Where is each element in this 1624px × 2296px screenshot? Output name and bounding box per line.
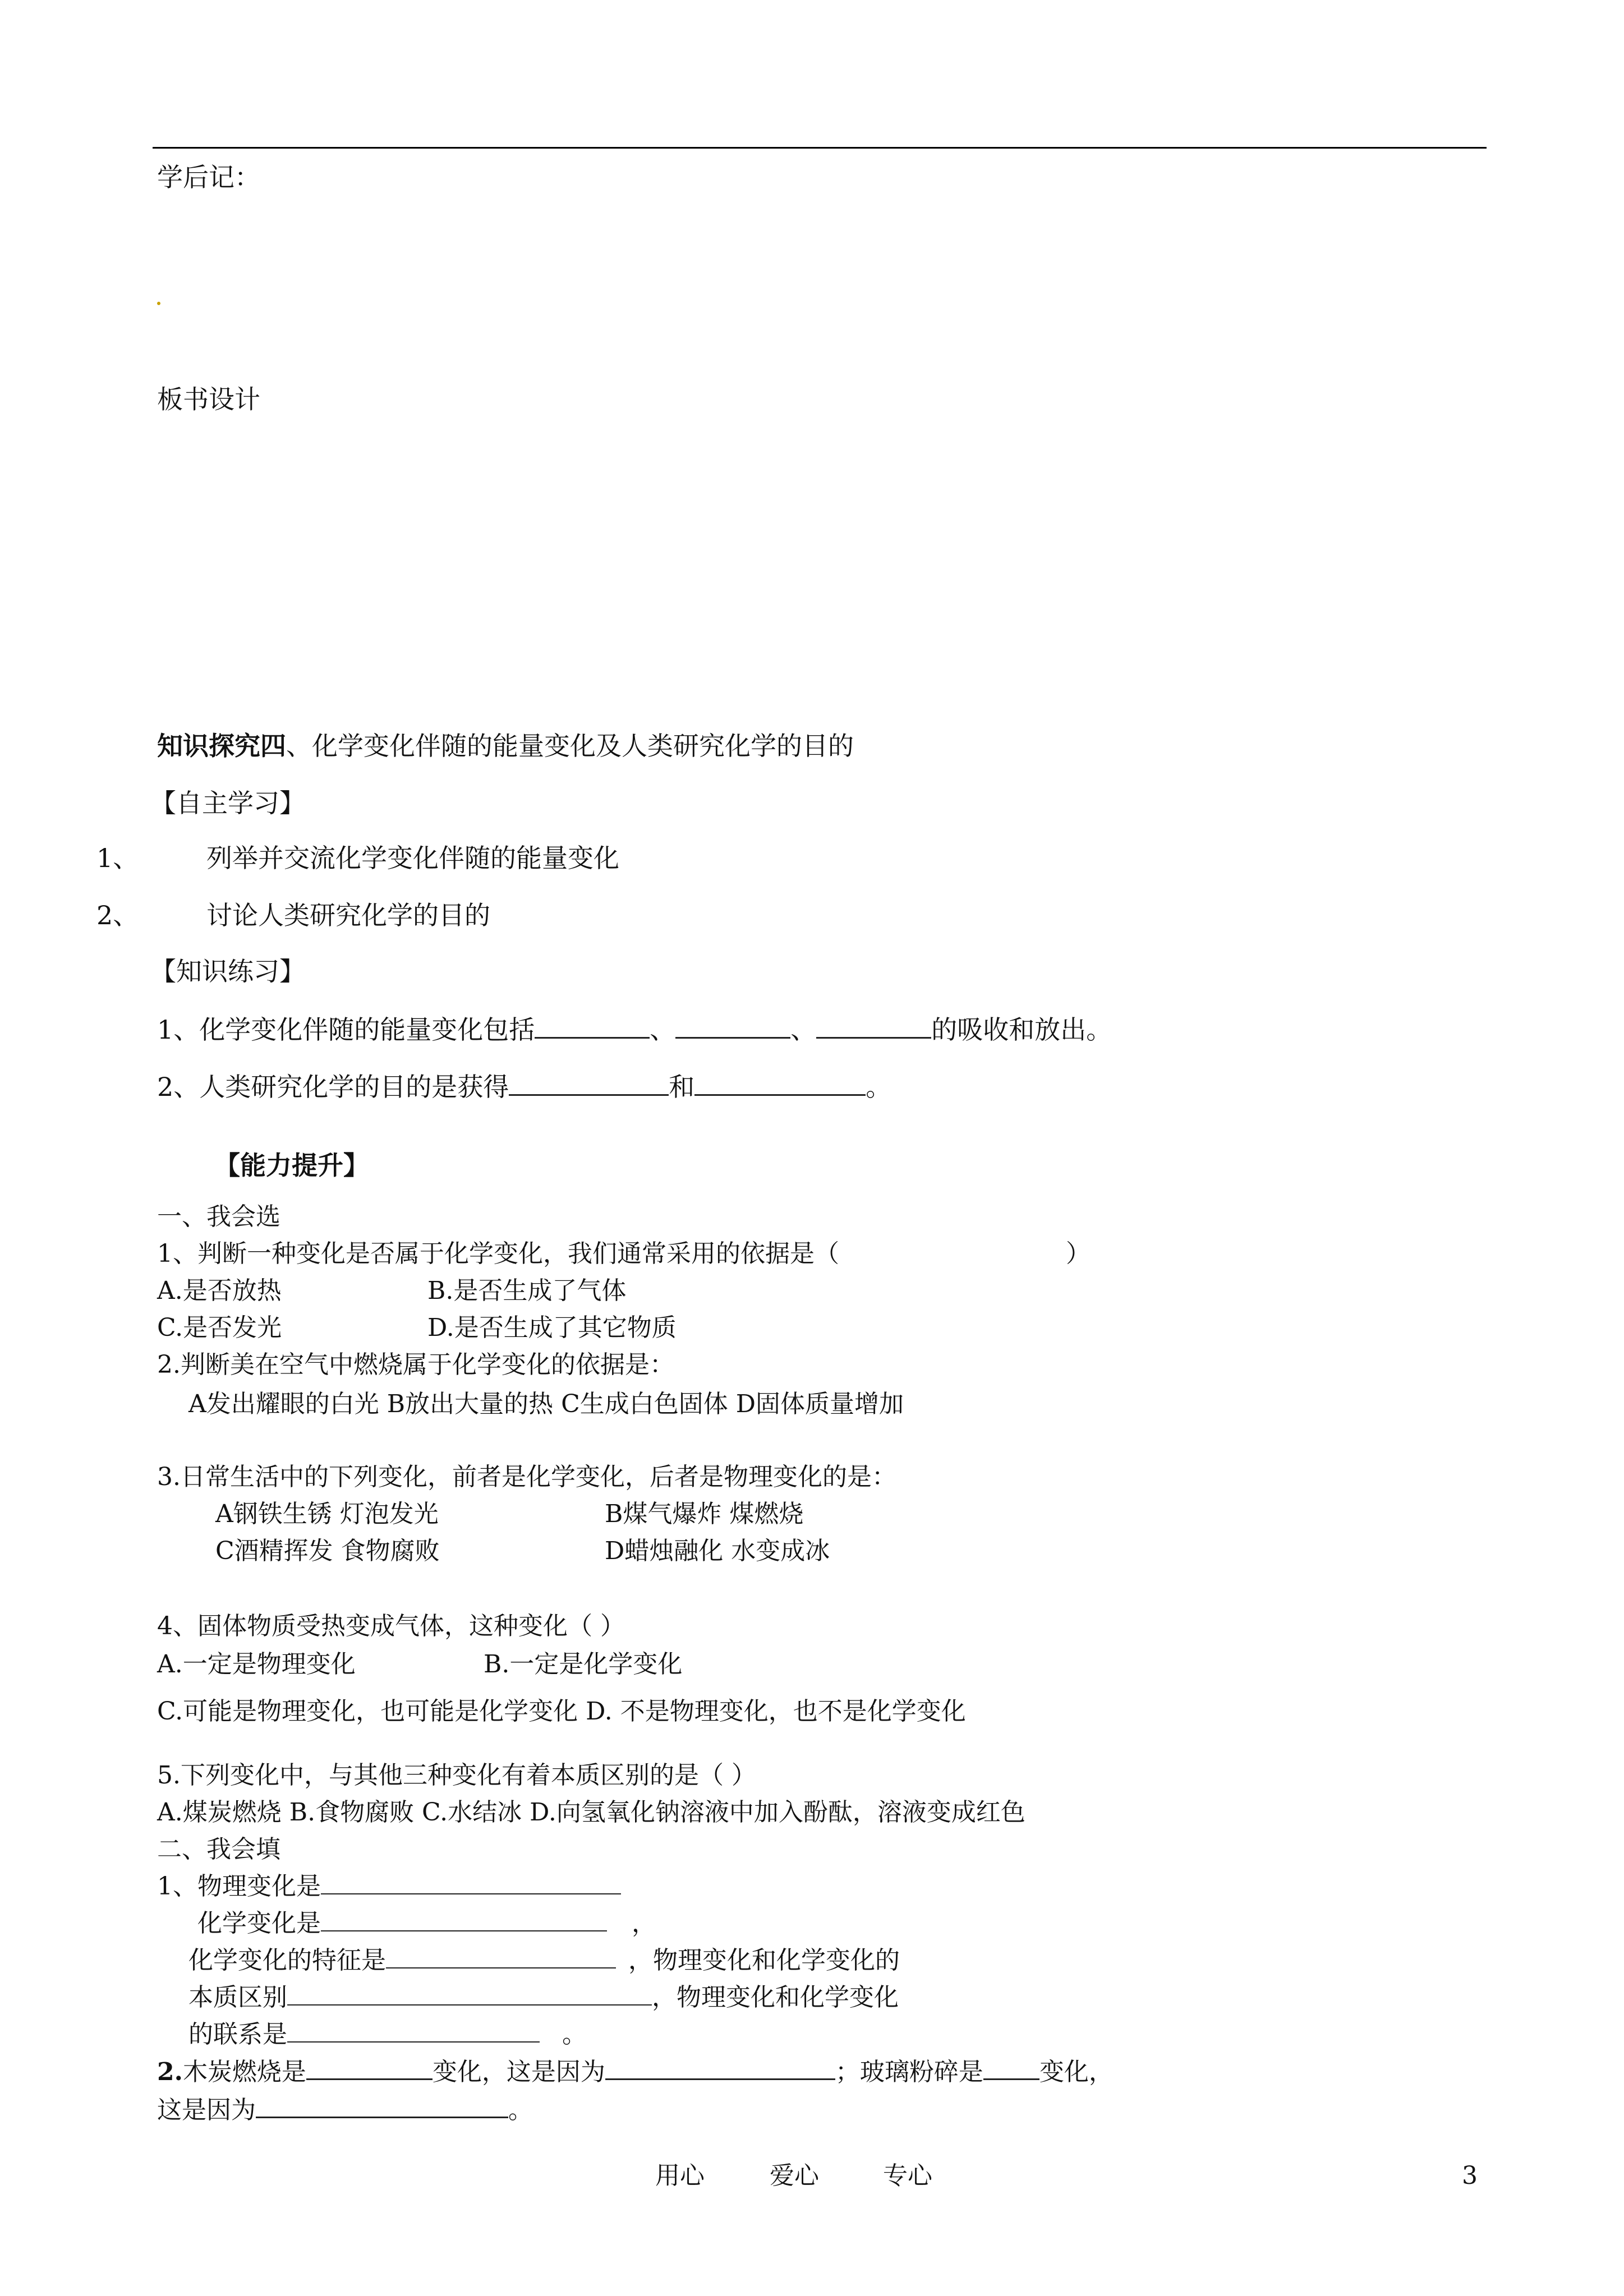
answer-blank[interactable]: [675, 1015, 790, 1039]
question-text: 。: [866, 1072, 892, 1102]
list-item-text: 列举并交流化学变化伴随的能量变化: [206, 843, 619, 873]
question-5: 5.下列变化中，与其他三种变化有着本质区别的是（ ）: [157, 1761, 756, 1790]
question-2: 2.判断美在空气中燃烧属于化学变化的依据是：: [157, 1350, 674, 1379]
part-one-heading: 一、我会选: [157, 1202, 280, 1231]
separator: 、: [790, 1015, 817, 1045]
option-a: A.是否放热: [157, 1276, 282, 1305]
answer-blank[interactable]: [605, 2056, 835, 2080]
ability-heading: 【能力提升】: [214, 1150, 369, 1181]
question-text: ，物理变化和化学变化: [652, 1983, 899, 2012]
footer-motto-2: 爱心: [770, 2161, 819, 2190]
option-b: B.一定是化学变化: [484, 1650, 683, 1679]
option-c: C.是否发光: [157, 1313, 282, 1342]
answer-blank[interactable]: [386, 1945, 616, 1968]
question-text: 。: [508, 2096, 533, 2124]
question-number: 2.: [157, 2058, 183, 2086]
answer-blank[interactable]: [306, 2056, 433, 2080]
section-heading: [157, 730, 854, 762]
practice-question-2: [157, 1071, 891, 1103]
option-d: D蜡烛融化 水变成冰: [605, 1537, 830, 1565]
question-text: 的联系是: [188, 2020, 287, 2049]
section-heading-bold: 知识探究四: [157, 731, 286, 761]
answer-blank[interactable]: [816, 1015, 931, 1039]
question-text: 1、物理变化是: [157, 1872, 321, 1901]
answer-blank[interactable]: [694, 1072, 866, 1096]
board-design-label: 板书设计: [157, 384, 260, 414]
fill-1-line-3: [188, 1945, 900, 1976]
question-text: 这是因为: [157, 2096, 256, 2124]
answer-blank[interactable]: [983, 2056, 1039, 2080]
question-text: 化学变化的特征是: [188, 1946, 386, 1975]
fill-2-line-2: [157, 2094, 533, 2126]
header-rule: [153, 147, 1487, 149]
option-b: B.是否生成了气体: [427, 1276, 627, 1305]
question-text: 的吸收和放出。: [931, 1015, 1112, 1045]
option-a: A钢铁生锈 灯泡发光: [215, 1500, 439, 1528]
question-text: 2、人类研究化学的目的是获得: [157, 1072, 509, 1102]
question-text: 。: [562, 2020, 587, 2049]
question-3: 3.日常生活中的下列变化，前者是化学变化，后者是物理变化的是：: [157, 1463, 896, 1491]
page-number: 3: [1462, 2161, 1478, 2190]
answer-blank[interactable]: [509, 1072, 669, 1096]
answer-blank[interactable]: [256, 2094, 508, 2118]
question-4: 4、固体物质受热变成气体，这种变化（ ）: [157, 1612, 625, 1640]
option-d: D.是否生成了其它物质: [427, 1313, 677, 1342]
footer-motto-3: 专心: [883, 2161, 932, 2190]
fill-1-line-2: [197, 1908, 656, 1939]
option-c: C酒精挥发 食物腐败: [215, 1537, 440, 1565]
question-1: 1、判断一种变化是否属于化学变化，我们通常采用的依据是（: [157, 1239, 839, 1268]
question-text: ，物理变化和化学变化的: [628, 1946, 900, 1975]
question-text: 木炭燃烧是: [182, 2058, 306, 2086]
question-text: 变化，这是因为: [432, 2058, 605, 2086]
part-two-heading: 二、我会填: [157, 1835, 280, 1864]
fill-2-line-1: [157, 2056, 1114, 2088]
after-class-notes-label: 学后记：: [157, 162, 260, 192]
practice-question-1: [157, 1014, 1112, 1045]
list-item-text: 讨论人类研究化学的目的: [206, 900, 490, 930]
answer-blank[interactable]: [535, 1015, 650, 1039]
question-text: ，: [632, 1909, 656, 1938]
footer-motto-1: 用心: [655, 2161, 705, 2190]
fill-1-line-4: [188, 1982, 899, 2013]
question-2-options: A发出耀眼的白光 B放出大量的热 C生成白色固体 D固体质量增加: [188, 1390, 904, 1418]
practice-heading: 【知识练习】: [150, 956, 305, 986]
section-heading-rest: 、化学变化伴随的能量变化及人类研究化学的目的: [286, 731, 854, 761]
question-text: 化学变化是: [197, 1909, 321, 1938]
question-text: ；玻璃粉碎是: [835, 2058, 983, 2086]
answer-blank[interactable]: [287, 1982, 652, 2005]
answer-blank[interactable]: [321, 1908, 607, 1931]
question-text: 变化，: [1039, 2058, 1114, 2086]
question-5-options: A.煤炭燃烧 B.食物腐败 C.水结冰 D.向氢氧化钠溶液中加入酚酞，溶液变成红色: [157, 1798, 1025, 1827]
fill-1-line-1: [157, 1871, 621, 1902]
question-text: 本质区别: [188, 1983, 287, 2012]
list-item-number: 2、: [96, 900, 139, 930]
separator: 、: [650, 1015, 676, 1045]
answer-blank[interactable]: [321, 1871, 621, 1894]
option-b: B煤气爆炸 煤燃烧: [605, 1500, 804, 1528]
question-text: 1、化学变化伴随的能量变化包括: [157, 1015, 535, 1045]
answer-blank[interactable]: [287, 2019, 540, 2043]
self-study-heading: 【自主学习】: [150, 788, 305, 818]
option-a: A.一定是物理变化: [157, 1650, 356, 1679]
fill-1-line-5: [188, 2019, 587, 2050]
question-1-close: ）: [1066, 1239, 1091, 1268]
question-text: 和: [669, 1072, 695, 1102]
stray-mark: [157, 302, 160, 305]
list-item-number: 1、: [96, 843, 139, 873]
option-cd: C.可能是物理变化，也可能是化学变化 D. 不是物理变化，也不是化学变化: [157, 1697, 966, 1726]
